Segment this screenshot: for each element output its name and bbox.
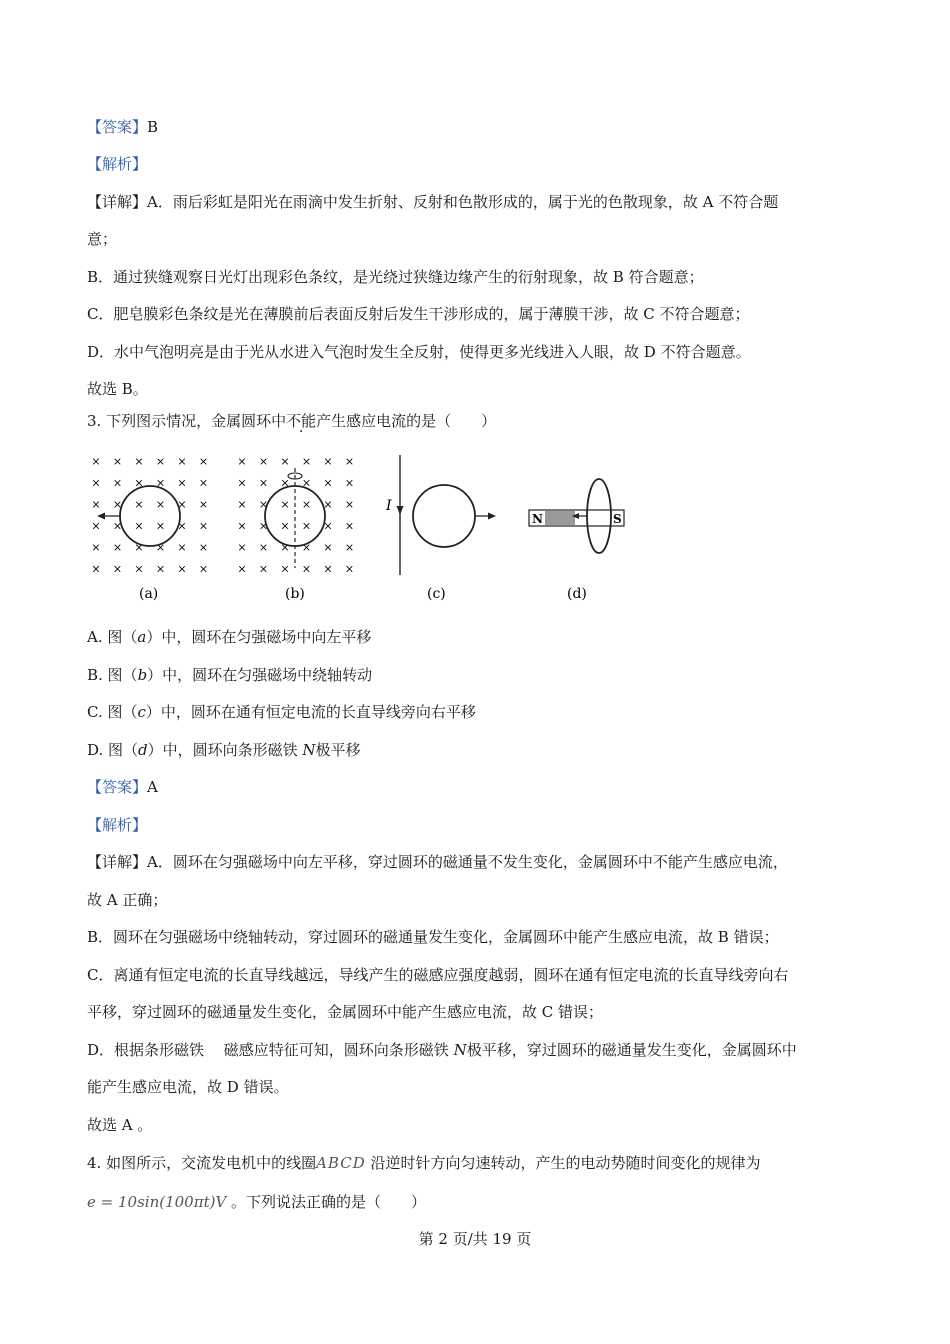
svg-text:×: × — [155, 541, 166, 554]
svg-text:×: × — [344, 498, 355, 511]
magnet-s-label: S — [613, 512, 622, 526]
svg-text:×: × — [344, 476, 355, 490]
svg-text:×: × — [112, 541, 123, 554]
q3-option-d: D. 图（d）中，圆环向条形磁铁 N极平移 — [87, 741, 361, 759]
q3-conclusion: 故选 A 。 — [87, 1116, 153, 1134]
svg-text:×: × — [112, 519, 123, 533]
svg-text:×: × — [280, 562, 290, 576]
svg-text:×: × — [258, 519, 269, 533]
svg-text:×: × — [258, 455, 269, 468]
figure-label-d: (d) — [567, 586, 587, 602]
svg-text:×: × — [134, 476, 144, 490]
svg-text:×: × — [323, 562, 333, 576]
svg-text:×: × — [301, 455, 312, 468]
svg-text:×: × — [198, 455, 209, 468]
q3-option-c: C. 图（c）中，圆环在通有恒定电流的长直导线旁向右平移 — [87, 703, 476, 721]
svg-text:×: × — [155, 455, 166, 468]
page-footer: 第 2 页/共 19 页 — [418, 1230, 532, 1248]
svg-text:×: × — [177, 455, 187, 468]
q4-coil-label: ABCD — [316, 1154, 366, 1172]
q3-detail-a-cont: 故 A 正确； — [87, 891, 168, 909]
q3-detail-b: B．圆环在匀强磁场中绕轴转动，穿过圆环的磁通量发生变化，金属圆环中能产生感应电流，故 B 错误； — [87, 928, 779, 946]
svg-text:×: × — [134, 455, 144, 468]
svg-text:×: × — [323, 476, 333, 490]
svg-text:×: × — [280, 498, 290, 511]
svg-text:×: × — [301, 519, 312, 533]
svg-text:×: × — [344, 541, 355, 554]
svg-text:×: × — [280, 476, 290, 490]
q3-detail-c-cont: 平移，穿过圆环的磁通量发生变化，金属圆环中能产生感应电流，故 C 错误； — [87, 1003, 604, 1021]
q3-answer: 【答案】A — [87, 778, 158, 796]
svg-text:×: × — [112, 562, 123, 576]
svg-text:×: × — [323, 455, 333, 468]
svg-text:×: × — [344, 562, 355, 576]
q2-detail-a: 【详解】A．雨后彩虹是阳光在雨滴中发生折射、反射和色散形成的，属于光的色散现象，故 A 不符合题 — [87, 193, 779, 211]
figure-a — [91, 455, 208, 576]
svg-text:×: × — [134, 562, 144, 576]
svg-text:×: × — [301, 498, 312, 511]
svg-text:×: × — [323, 498, 333, 511]
q4-stem-line2: e = 10sin(100πt)V 。下列说法正确的是（ ） — [87, 1193, 427, 1211]
svg-text:×: × — [198, 498, 209, 511]
svg-text:×: × — [112, 476, 123, 490]
svg-text:×: × — [91, 519, 101, 533]
svg-text:×: × — [237, 519, 247, 533]
svg-text:×: × — [301, 562, 312, 576]
q2-conclusion: 故选 B。 — [87, 380, 148, 398]
svg-text:×: × — [134, 498, 144, 511]
svg-text:×: × — [177, 476, 187, 490]
magnet-n-label: N — [532, 512, 543, 526]
q4-stem: 4. 如图所示，交流发电机中的线圈ABCD 沿逆时针方向匀速转动，产生的电动势随时间变化的规律为 — [87, 1154, 761, 1172]
q3-option-b: B. 图（b）中，圆环在匀强磁场中绕轴转动 — [87, 666, 373, 684]
svg-text:×: × — [177, 541, 187, 554]
svg-text:×: × — [323, 541, 333, 554]
svg-text:×: × — [198, 562, 209, 576]
q2-answer: 【答案】B — [87, 118, 159, 136]
svg-text:×: × — [344, 519, 355, 533]
figure-label-a: (a) — [139, 586, 159, 602]
q3-detail-d-cont: 能产生感应电流，故 D 错误。 — [87, 1078, 289, 1096]
svg-text:×: × — [177, 562, 187, 576]
q4-formula: e = 10sin(100πt)V — [87, 1193, 227, 1211]
svg-text:×: × — [258, 562, 269, 576]
svg-text:×: × — [91, 455, 101, 468]
svg-text:×: × — [155, 519, 166, 533]
svg-text:×: × — [258, 476, 269, 490]
svg-text:×: × — [258, 541, 269, 554]
q2-analysis-heading: 【解析】 — [87, 155, 148, 173]
svg-text:×: × — [323, 519, 333, 533]
svg-text:×: × — [237, 498, 247, 511]
svg-text:×: × — [237, 476, 247, 490]
q3-analysis-heading: 【解析】 — [87, 816, 148, 834]
svg-text:×: × — [91, 498, 101, 511]
figure-b — [237, 455, 354, 576]
svg-text:×: × — [198, 541, 209, 554]
figure-d — [529, 479, 624, 553]
svg-text:×: × — [280, 455, 290, 468]
q3-figure — [82, 450, 642, 610]
current-label: I — [386, 498, 392, 514]
svg-text:×: × — [237, 562, 247, 576]
svg-text:×: × — [134, 541, 144, 554]
figure-c — [385, 455, 496, 575]
svg-text:×: × — [237, 455, 247, 468]
svg-text:×: × — [134, 519, 144, 533]
svg-text:×: × — [91, 562, 101, 576]
svg-text:×: × — [155, 562, 166, 576]
svg-text:×: × — [155, 476, 166, 490]
svg-text:×: × — [91, 541, 101, 554]
svg-text:×: × — [280, 519, 290, 533]
q3-detail-a: 【详解】A．圆环在匀强磁场中向左平移，穿过圆环的磁通量不发生变化，金属圆环中不能产生感应电流， — [87, 853, 788, 871]
svg-text:×: × — [344, 455, 355, 468]
q3-option-a: A. 图（a）中，圆环在匀强磁场中向左平移 — [87, 628, 372, 646]
svg-text:×: × — [258, 498, 269, 511]
q3-detail-d: D．根据条形磁铁 磁感应特征可知，圆环向条形磁铁 N极平移，穿过圆环的磁通量发生变化，金属圆环中 — [87, 1041, 797, 1059]
svg-text:×: × — [301, 476, 312, 490]
svg-text:×: × — [237, 541, 247, 554]
svg-text:×: × — [177, 519, 187, 533]
svg-text:×: × — [112, 455, 123, 468]
svg-text:×: × — [198, 476, 209, 490]
svg-text:×: × — [112, 498, 123, 511]
svg-text:×: × — [155, 498, 166, 511]
figure-label-c: (c) — [427, 586, 446, 602]
q3-detail-c: C．离通有恒定电流的长直导线越远，导线产生的磁感应强度越弱，圆环在通有恒定电流的长直导线旁向右 — [87, 966, 789, 984]
q3-stem: 3. 下列图示情况，金属圆环中不能产生感应电流的是（ ） — [87, 412, 497, 430]
q2-detail-a-cont: 意； — [87, 230, 118, 248]
svg-text:×: × — [91, 476, 101, 490]
svg-text:×: × — [198, 519, 209, 533]
figure-label-b: (b) — [285, 586, 305, 602]
q2-detail-c: C．肥皂膜彩色条纹是光在薄膜前后表面反射后发生干涉形成的，属于薄膜干涉，故 C 不符合题意； — [87, 305, 750, 323]
svg-text:×: × — [280, 541, 290, 554]
q2-detail-d: D．水中气泡明亮是由于光从水进入气泡时发生全反射，使得更多光线进入人眼，故 D 不符合题意。 — [87, 343, 751, 361]
svg-text:×: × — [301, 541, 312, 554]
svg-text:×: × — [177, 498, 187, 511]
q2-detail-b: B．通过狭缝观察日光灯出现彩色条纹，是光绕过狭缝边缘产生的衍射现象，故 B 符合题意； — [87, 268, 704, 286]
q3-stem-emphasis: 不能 — [286, 412, 317, 430]
